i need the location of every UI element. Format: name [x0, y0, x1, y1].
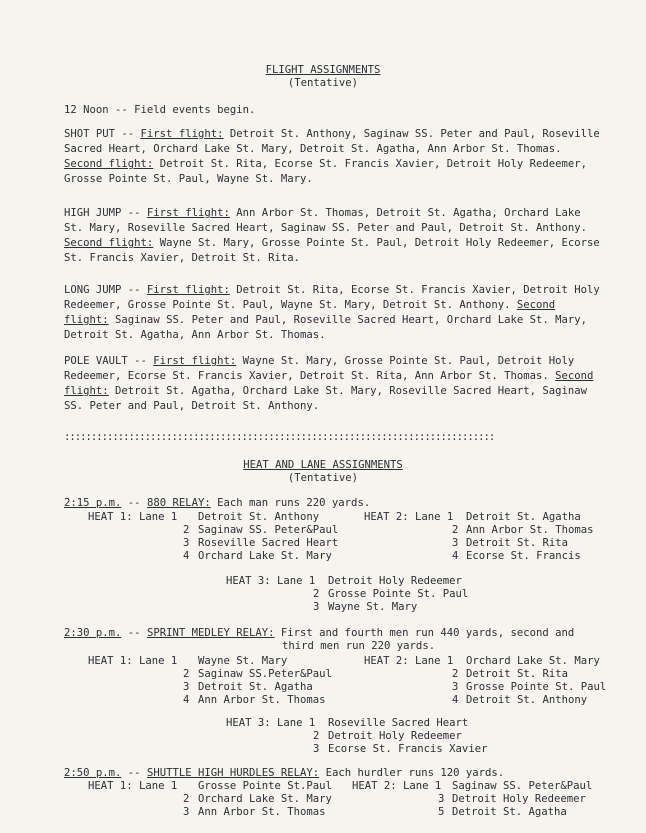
- sprint-heat2-lane4: Detroit St. Anthony: [466, 694, 588, 706]
- lane-number: 3: [183, 681, 190, 693]
- relay880-heat2-lane3: Detroit St. Rita: [466, 537, 569, 549]
- first-flight-teams: Detroit St. Rita, Ecorse St. Francis Xavier, Detroit Holy Redeemer, Grosse Pointe St. Paul, Wayne St. Mary, Detroit St. Anthony.: [64, 284, 600, 311]
- event-name: SHOT PUT: [64, 128, 116, 140]
- lane-number: 2: [452, 668, 459, 680]
- relay880-heat1-label: HEAT 1: Lane 1: [88, 511, 178, 523]
- relay880-heat3-lane3: Wayne St. Mary: [328, 601, 418, 613]
- lane-number: 2: [452, 524, 459, 536]
- sprint-heat1-lane3: Detroit St. Agatha: [198, 681, 313, 693]
- flight-title: FLIGHT ASSIGNMENTS: [265, 64, 381, 76]
- sprint-name: SPRINT MEDLEY RELAY:: [146, 627, 275, 639]
- sprint-heat3-label: HEAT 3: Lane 1: [226, 717, 316, 729]
- event-name: LONG JUMP: [64, 284, 122, 296]
- sprint-header: [64, 627, 574, 640]
- lane-number: 2: [183, 793, 190, 805]
- relay880-heat3-label: HEAT 3: Lane 1: [226, 575, 316, 587]
- relay880-heat1-lane2: Saginaw SS. Peter&Paul: [198, 524, 339, 536]
- first-flight-label: First flight:: [140, 128, 224, 140]
- shuttle-heat1-label: HEAT 1: Lane 1: [88, 780, 178, 792]
- relay880-time: 2:15 p.m.: [64, 497, 122, 509]
- event-name: HIGH JUMP: [64, 207, 122, 219]
- shuttle-desc: Each hurdler runs 120 yards.: [325, 767, 505, 779]
- lane-number: 4: [452, 550, 459, 562]
- shuttle-time: 2:50 p.m.: [64, 767, 122, 779]
- lane-number: 3: [313, 601, 320, 613]
- event-long-jump: LONG JUMP -- First flight: Detroit St. Rita, Ecorse St. Francis Xavier, Detroit Holy Redeemer, Grosse Pointe St. Paul, Wayne St. Mary, Detroit St. Anthony. Second flight: Saginaw SS. Peter and Paul, Roseville Sacred Heart, Orchard Lake St. Mary, Detroit St. Agatha, Ann Arbor St. Thomas.: [64, 284, 600, 341]
- shuttle-heat1-lane1: Grosse Pointe St.Paul: [198, 780, 332, 792]
- sprint-heat1-lane4: Ann Arbor St. Thomas: [198, 694, 326, 706]
- shuttle-heat1-lane3: Ann Arbor St. Thomas: [198, 806, 326, 818]
- relay880-heat1-lane4: Orchard Lake St. Mary: [198, 550, 332, 562]
- relay880-heat2-label: HEAT 2: Lane 1: [364, 511, 454, 523]
- shuttle-heat1-lane2: Orchard Lake St. Mary: [198, 793, 332, 805]
- separator: --: [127, 497, 141, 509]
- relay880-heat1-lane3: Roseville Sacred Heart: [198, 537, 339, 549]
- noon-line: 12 Noon -- Field events begin.: [64, 104, 256, 116]
- relay880-heat2-lane4: Ecorse St. Francis: [466, 550, 581, 562]
- separator: --: [127, 767, 141, 779]
- event-shot-put: SHOT PUT -- First flight: Detroit St. Anthony, Saginaw SS. Peter and Paul, Roseville Sacred Heart, Orchard Lake St. Mary, Detroit St. Agatha, Ann Arbor St. Thomas. Second flight: Detroit St. Rita, Ecorse St. Francis Xavier, Detroit Holy Redeemer, Grosse Pointe St. Paul, Wayne St. Mary.: [64, 128, 600, 185]
- lane-number: 3: [452, 681, 459, 693]
- first-flight-teams: Wayne St. Mary, Grosse Pointe St. Paul, Detroit Holy Redeemer, Ecorse St. Francis Xavier, Detroit St. Rita, Ann Arbor St. Thomas.: [64, 355, 575, 382]
- lane-number: 4: [452, 694, 459, 706]
- first-flight-teams: Ann Arbor St. Thomas, Detroit St. Agatha, Orchard Lake St. Mary, Roseville Sacred Heart, Saginaw SS. Peter and Paul, Detroit St. Anthony.: [64, 207, 587, 234]
- flight-subtitle: (Tentative): [287, 77, 359, 89]
- shuttle-heat2-lane3: Detroit St. Agatha: [452, 806, 567, 818]
- lane-number: 2: [183, 524, 190, 536]
- relay880-heat2-lane1: Detroit St. Agatha: [466, 511, 581, 523]
- lane-number: 5: [438, 806, 445, 818]
- dotted-divider: ::::::::::::::::::::::::::::::::::::::::::::::::::::::::::::::::::::::::::::::::: [64, 431, 495, 443]
- first-flight-label: First flight:: [146, 284, 230, 296]
- second-flight-label: Second flight:: [64, 370, 594, 397]
- lane-number: 4: [183, 550, 190, 562]
- first-flight-label: First flight:: [153, 355, 237, 367]
- shuttle-name: SHUTTLE HIGH HURDLES RELAY:: [146, 767, 320, 779]
- lane-number: 3: [313, 743, 320, 755]
- second-flight-label: Second flight:: [64, 237, 154, 249]
- lane-number: 2: [313, 588, 320, 600]
- second-flight-label: Second flight:: [64, 158, 154, 170]
- event-pole-vault: POLE VAULT -- First flight: Wayne St. Mary, Grosse Pointe St. Paul, Detroit Holy Redeemer, Ecorse St. Francis Xavier, Detroit St. Rita, Ann Arbor St. Thomas. Second flight: Detroit St. Agatha, Orchard Lake St. Mary, Roseville Sacred Heart, Saginaw SS. Peter and Paul, Detroit St. Anthony.: [64, 355, 594, 412]
- lane-number: 3: [452, 537, 459, 549]
- lane-number: 3: [438, 793, 445, 805]
- sprint-heat2-lane2: Detroit St. Rita: [466, 668, 569, 680]
- sprint-heat1-lane2: Saginaw SS.Peter&Paul: [198, 668, 332, 680]
- relay880-name: 880 RELAY:: [146, 497, 211, 509]
- second-flight-teams: Detroit St. Rita, Ecorse St. Francis Xavier, Detroit Holy Redeemer, Grosse Pointe St. Paul, Wayne St. Mary.: [64, 158, 588, 185]
- sprint-heat3-lane2: Detroit Holy Redeemer: [328, 730, 462, 742]
- heat-title: HEAT AND LANE ASSIGNMENTS: [243, 459, 403, 471]
- second-flight-teams: Saginaw SS. Peter and Paul, Roseville Sacred Heart, Orchard Lake St. Mary, Detroit St. Agatha, Ann Arbor St. Thomas.: [64, 314, 588, 341]
- relay880-heat3-lane2: Grosse Pointe St. Paul: [328, 588, 469, 600]
- sprint-heat2-lane3: Grosse Pointe St. Paul: [466, 681, 607, 693]
- relay880-desc: Each man runs 220 yards.: [217, 497, 371, 509]
- shuttle-header: [64, 767, 504, 780]
- second-flight-label: Second flight:: [64, 299, 556, 326]
- relay880-heat3-lane1: Detroit Holy Redeemer: [328, 575, 462, 587]
- sprint-desc1: First and fourth men run 440 yards, second and: [280, 627, 575, 639]
- sprint-heat2-lane1: Orchard Lake St. Mary: [466, 655, 600, 667]
- event-high-jump: HIGH JUMP -- First flight: Ann Arbor St. Thomas, Detroit St. Agatha, Orchard Lake St. Mary, Roseville Sacred Heart, Saginaw SS. Peter and Paul, Detroit St. Anthony. Second flight: Wayne St. Mary, Grosse Pointe St. Paul, Detroit Holy Redeemer, Ecorse St. Francis Xavier, Detroit St. Rita.: [64, 207, 600, 264]
- relay880-heat1-lane1: Detroit St. Anthony: [198, 511, 320, 523]
- lane-number: 3: [183, 537, 190, 549]
- sprint-time: 2:30 p.m.: [64, 627, 122, 639]
- lane-number: 3: [183, 806, 190, 818]
- second-flight-teams: Wayne St. Mary, Grosse Pointe St. Paul, Detroit Holy Redeemer, Ecorse St. Francis Xavier, Detroit St. Rita.: [64, 237, 600, 264]
- shuttle-heat2-lane2: Detroit Holy Redeemer: [452, 793, 586, 805]
- separator: --: [127, 627, 141, 639]
- lane-number: 4: [183, 694, 190, 706]
- second-flight-teams: Detroit St. Agatha, Orchard Lake St. Mary, Roseville Sacred Heart, Saginaw SS. Peter and Paul, Detroit St. Anthony.: [64, 385, 588, 412]
- sprint-heat3-lane3: Ecorse St. Francis Xavier: [328, 743, 488, 755]
- relay880-header: [64, 497, 370, 510]
- shuttle-heat2-lane1: Saginaw SS. Peter&Paul: [452, 780, 593, 792]
- sprint-heat3-lane1: Roseville Sacred Heart: [328, 717, 469, 729]
- heat-subtitle: (Tentative): [287, 472, 359, 484]
- sprint-desc2: third men run 220 yards.: [282, 640, 436, 652]
- relay880-heat2-lane2: Ann Arbor St. Thomas: [466, 524, 594, 536]
- event-name: POLE VAULT: [64, 355, 128, 367]
- sprint-heat1-label: HEAT 1: Lane 1: [88, 655, 178, 667]
- shuttle-heat2-label: HEAT 2: Lane 1: [352, 780, 442, 792]
- lane-number: 2: [313, 730, 320, 742]
- first-flight-teams: Detroit St. Anthony, Saginaw SS. Peter and Paul, Roseville Sacred Heart, Orchard Lake St. Mary, Detroit St. Agatha, Ann Arbor St. Thomas.: [64, 128, 600, 155]
- first-flight-label: First flight:: [146, 207, 230, 219]
- sprint-heat2-label: HEAT 2: Lane 1: [364, 655, 454, 667]
- lane-number: 2: [183, 668, 190, 680]
- sprint-heat1-lane1: Wayne St. Mary: [198, 655, 288, 667]
